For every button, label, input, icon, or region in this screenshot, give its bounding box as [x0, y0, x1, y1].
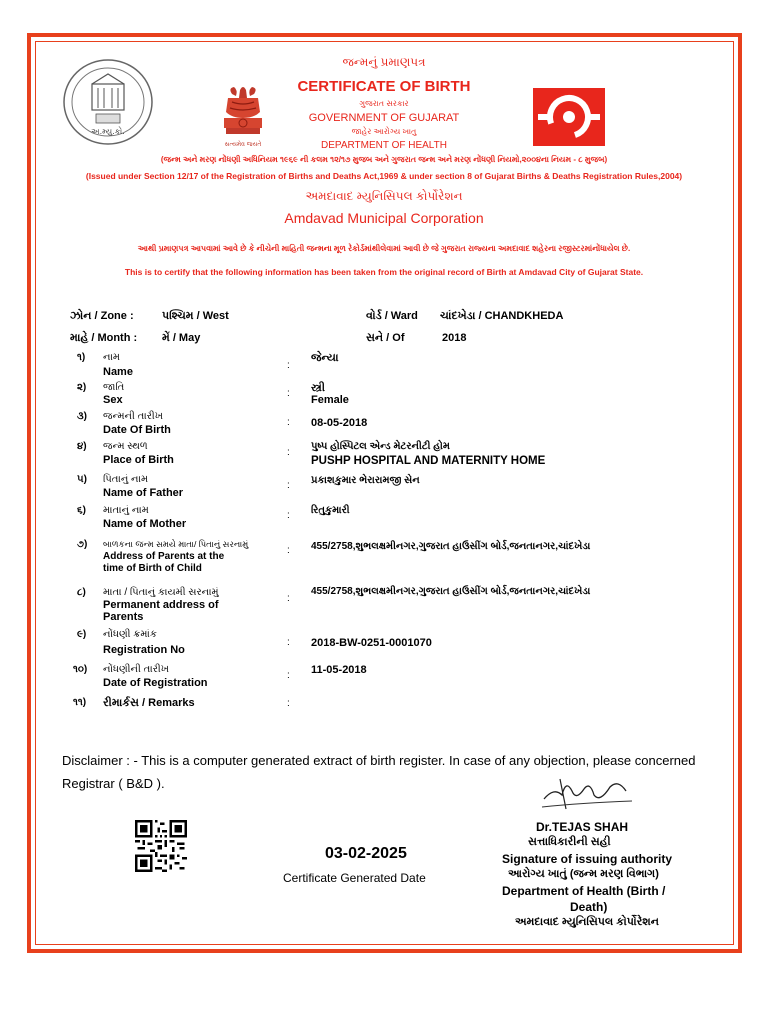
field-label-gujarati: નોંધણી ક્રમાંક — [103, 629, 157, 640]
ward-value: ચાંદખેડા / CHANDKHEDA — [440, 310, 564, 322]
field-label-gujarati: માતાનું નામ — [103, 505, 149, 516]
name-value: જેન્યા — [311, 352, 339, 364]
field-number: ૮) — [77, 587, 86, 598]
field-number: ૧) — [77, 352, 86, 363]
month-value: મેં / May — [162, 332, 201, 344]
field-label-english: Registration No — [103, 644, 185, 656]
field-label-english: Date Of Birth — [103, 424, 171, 436]
ward-label: વોર્ડ / Ward — [366, 310, 418, 322]
field-colon: : — [287, 637, 290, 648]
permanent-address-value: 455/2758,શુભલક્ષમીનગર,ગુજરાત હાઉસીંગ બોર્ડ,જનતાનગર,ચાંદખેડા — [311, 586, 591, 597]
corporation-gujarati-footer: અમદાવાદ મ્યુનિસિપલ કોર્પોરેશન — [515, 916, 659, 928]
field-label-english: Name of Mother — [103, 518, 187, 530]
birth-address-value: 455/2758,શુભલક્ષમીનગર,ગુજરાત હાઉસીંગ બોર્ડ,જનતાનગર,ચાંદખેડા — [311, 541, 591, 552]
signer-name: Dr.TEJAS SHAH — [536, 820, 629, 834]
field-label-gujarati: જન્મ સ્થળ — [103, 441, 148, 452]
field-number: ૧૧) — [73, 697, 87, 708]
field-label-english: Date of Registration — [103, 677, 208, 689]
field-label-english: Address of Parents at the — [103, 551, 225, 562]
corporation-gujarati: અમદાવાદ મ્યુનિસિપલ કોર્પોરેશન — [305, 189, 463, 203]
field-number: ૯) — [77, 629, 87, 640]
department-english: DEPARTMENT OF HEALTH — [321, 140, 447, 151]
svg-text:સત્યમેવ જયતે: સત્યમેવ જયતે — [224, 141, 262, 148]
field-number: ૧૦) — [73, 664, 88, 675]
field-label-english-line2: time of Birth of Child — [103, 563, 202, 574]
dob-value: 08-05-2018 — [311, 417, 368, 429]
field-colon: : — [287, 480, 290, 491]
field-label-english: Sex — [103, 394, 123, 406]
registration-date-value: 11-05-2018 — [311, 664, 367, 676]
field-label-gujarati: પિતાનું નામ — [103, 474, 149, 485]
field-number: ૭) — [77, 539, 88, 550]
field-colon: : — [287, 417, 290, 428]
field-colon: : — [287, 388, 290, 399]
father-name-value: પ્રકાશકુમાર ભેરારામજી સેન — [311, 475, 420, 486]
certify-gujarati: આથી પ્રમાણપત્ર આપવામાં આવે છે કે નીચેની માહિતી જન્મના મૂળ રેકોર્ડમાંથીલેવામાં આવી છે જે ગુજરાત રાજ્યના અમદાવાદ શહેરના રજીસ્ટરમાંનોંધાયેલ છે. — [137, 244, 631, 253]
authority-gujarati: સત્તાધિકારીની સહી — [528, 836, 611, 848]
field-label-gujarati: નોંધણીની તારીખ — [103, 664, 169, 675]
corporation-english: Amdavad Municipal Corporation — [284, 210, 484, 226]
zone-label: ઝોન / Zone : — [70, 310, 134, 322]
month-label: માહે / Month : — [70, 332, 138, 344]
disclaimer-line2: Registrar ( B&D ). — [62, 776, 165, 791]
field-label-english: Permanent address of — [103, 599, 219, 611]
field-colon: : — [287, 510, 290, 521]
sex-value: Female — [311, 394, 349, 406]
place-of-birth-value: PUSHP HOSPITAL AND MATERNITY HOME — [311, 455, 546, 467]
department-english-footer: Department of Health (Birth / — [502, 884, 666, 898]
field-number: ૬) — [77, 505, 86, 516]
field-number: ૫) — [77, 474, 87, 485]
field-number: ૩) — [77, 411, 87, 422]
field-label-gujarati: બાળકના જન્મ સમયે માતા/ પિતાનું સરનામું — [103, 539, 249, 549]
svg-text:અ.મ્યુ.કો.: અ.મ્યુ.કો. — [91, 127, 125, 136]
field-label-gujarati: જન્મની તારીખ — [103, 411, 163, 422]
field-label-english: Name — [103, 366, 133, 378]
field-label-remarks: રીમાર્કસ / Remarks — [103, 697, 195, 709]
certify-english: This is to certify that the following information has been taken from the original record of Birth at Amdavad City of Gujarat State. — [124, 267, 644, 277]
generated-date-caption: Certificate Generated Date — [283, 871, 426, 885]
field-number: ૪) — [77, 441, 87, 452]
field-colon: : — [287, 670, 290, 681]
generated-date: 03-02-2025 — [325, 845, 407, 862]
disclaimer-line1: Disclaimer : - This is a computer generated extract of birth register. In case of any objection, please concerned — [62, 753, 696, 768]
department-english-footer-line2: Death) — [570, 900, 608, 914]
field-colon: : — [287, 447, 290, 458]
field-number: ૨) — [77, 382, 87, 393]
authority-english: Signature of issuing authority — [502, 852, 673, 866]
zone-value: પશ્ચિમ / West — [162, 310, 229, 322]
place-of-birth-gujarati: પુષ્પ હોસ્પિટલ એન્ડ મેટરનીટી હોમ — [311, 441, 450, 452]
government-english: GOVERNMENT OF GUJARAT — [308, 112, 460, 124]
department-gujarati-footer: આરોગ્ય ખાતું (જન્મ મરણ વિભાગ) — [508, 868, 659, 880]
sex-value-gujarati: સ્ત્રી — [311, 382, 325, 394]
page-title: CERTIFICATE OF BIRTH — [297, 78, 471, 95]
field-label-english: Place of Birth — [103, 454, 174, 466]
field-colon: : — [287, 593, 290, 604]
field-label-gujarati: માતા / પિતાનું કાયમી સરનામું — [103, 587, 219, 598]
title-gujarati: જન્મનું પ્રમાણપત્ર — [342, 55, 426, 69]
field-label-english-line2: Parents — [103, 611, 144, 623]
field-colon: : — [287, 545, 290, 556]
field-colon: : — [287, 360, 290, 371]
section-english: (Issued under Section 12/17 of the Registration of Births and Deaths Act,1969 & under section 8 of Gujarat Births & Deaths Registration Rules,2004) — [85, 171, 683, 181]
year-value: 2018 — [442, 332, 467, 344]
field-label-gujarati: નામ — [103, 352, 120, 363]
section-gujarati: (જન્મ અને મરણ નોંધણી અધિનિયમ ૧૯૬૯ ની કલમ ૧૨/૧૭ મુજબ અને ગુજરાત જન્મ અને મરણ નોંધણી નિયમો,૨૦૦૪ના નિયમ - ૮ મુજબ) — [160, 155, 608, 164]
field-label-english: Name of Father — [103, 487, 184, 499]
signature-icon — [540, 773, 636, 815]
department-gujarati: જાહેર આરોગ્ય ખાતુ — [351, 127, 417, 136]
year-label: સને / Of — [366, 332, 405, 344]
field-colon: : — [287, 698, 290, 709]
registration-no-value: 2018-BW-0251-0001070 — [311, 637, 432, 649]
qr-code-icon — [135, 820, 187, 872]
field-label-gujarati: જાતિ — [103, 382, 125, 393]
mother-name-value: રિતુકુમારી — [311, 505, 350, 516]
government-gujarati: ગુજરાત સરકાર — [359, 99, 409, 108]
